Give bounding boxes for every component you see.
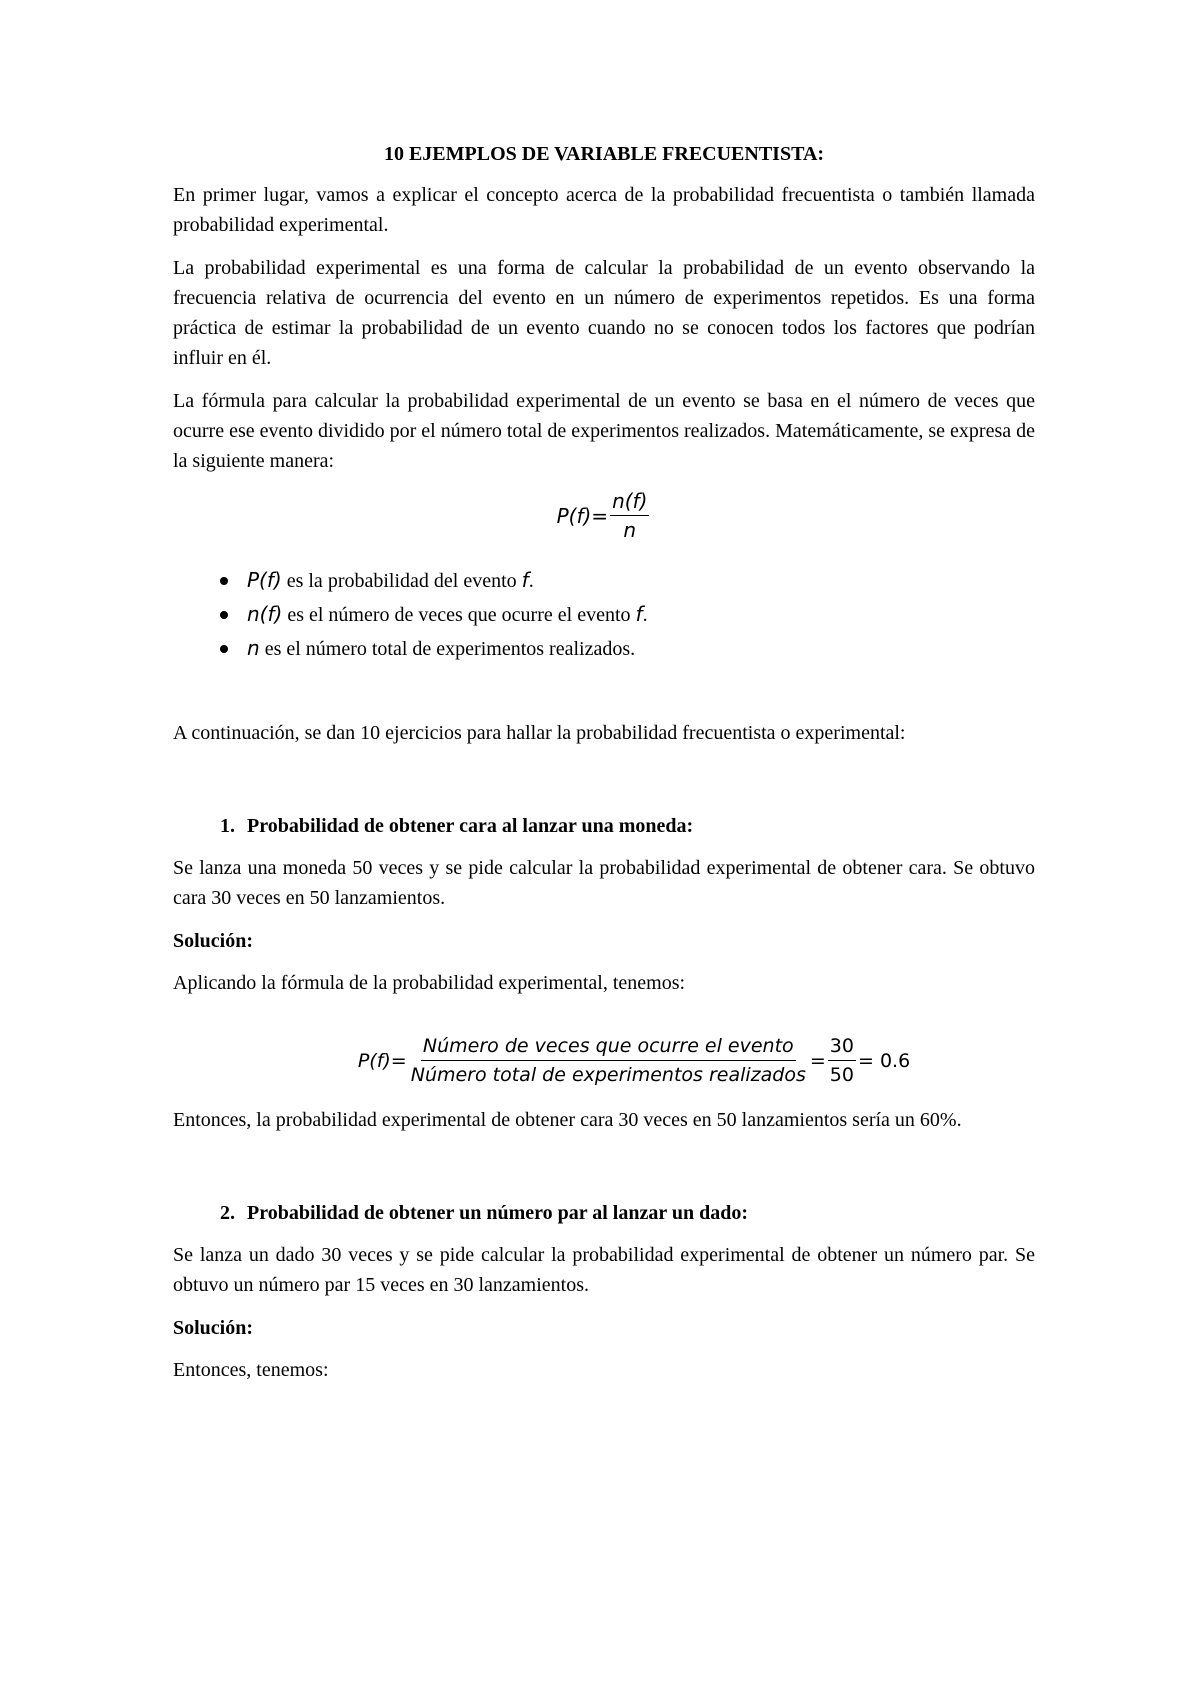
formula-denominator: n <box>623 518 637 542</box>
example-2-solution-label: Solución: <box>173 1317 254 1339</box>
intro-paragraph: En primer lugar, vamos a explicar el concepto acerca de la probabilidad frecuentista o también llamada probabilidad experimental. <box>173 184 1035 236</box>
list-item: n es el número total de experimentos realizados. <box>173 632 1035 666</box>
example-1-statement: Se lanza una moneda 50 veces y se pide calcular la probabilidad experimental de obtener cara. Se obtuvo cara 30 veces en 50 lanzamientos. <box>173 857 1035 909</box>
example-1-applying: Aplicando la fórmula de la probabilidad experimental, tenemos: <box>173 972 686 994</box>
document-page <box>173 140 1035 1398</box>
example-2-then: Entonces, tenemos: <box>173 1359 329 1381</box>
formula-paragraph: La fórmula para calcular la probabilidad experimental de un evento se basa en el número de veces que ocurre ese evento dividido por el número total de experimentos realizados. Matemáticamente, se expresa de la siguiente manera: <box>173 390 1035 472</box>
formula-lhs: P(f)= <box>556 503 609 528</box>
probability-formula <box>173 489 1035 542</box>
example-2-statement: Se lanza un dado 30 veces y se pide calcular la probabilidad experimental de obtener un número par. Se obtuvo un número par 15 veces en 30 lanzamientos. <box>173 1244 1035 1296</box>
example-1-formula: P(f)= $\frac{\text{Número de veces que ocurre el evento}}{\text{Número total de experimentos realizados}}$ = $\frac{30}{50}$ = 0.6 <box>357 1035 911 1086</box>
example-2-heading: 2. Probabilidad de obtener un número par al lanzar un dado: <box>220 1202 749 1224</box>
list-item: n(f) es el número de veces que ocurre el evento f. <box>173 598 1035 632</box>
formula-fraction <box>610 489 649 542</box>
page-title: 10 EJEMPLOS DE VARIABLE FRECUENTISTA: <box>383 143 825 165</box>
example-1-conclusion: Entonces, la probabilidad experimental de obtener cara 30 veces en 50 lanzamientos sería un 60%. <box>173 1109 962 1131</box>
continuation-paragraph: A continuación, se dan 10 ejercicios para hallar la probabilidad frecuentista o experimental: <box>173 722 906 744</box>
example-1-solution-label: Solución: <box>173 930 254 952</box>
list-item: P(f) es la probabilidad del evento f. <box>173 564 1035 598</box>
formula-numerator: n(f) <box>610 489 649 516</box>
example-1-heading: 1. Probabilidad de obtener cara al lanzar una moneda: <box>220 815 694 837</box>
definition-list <box>173 564 1035 666</box>
definition-paragraph: La probabilidad experimental es una forma de calcular la probabilidad de un evento observando la frecuencia relativa de ocurrencia del evento en un número de experimentos repetidos. Es una forma práctica de estimar la probabilidad de un evento cuando no se conocen todos los factores que podrían influir en él. <box>173 257 1035 369</box>
